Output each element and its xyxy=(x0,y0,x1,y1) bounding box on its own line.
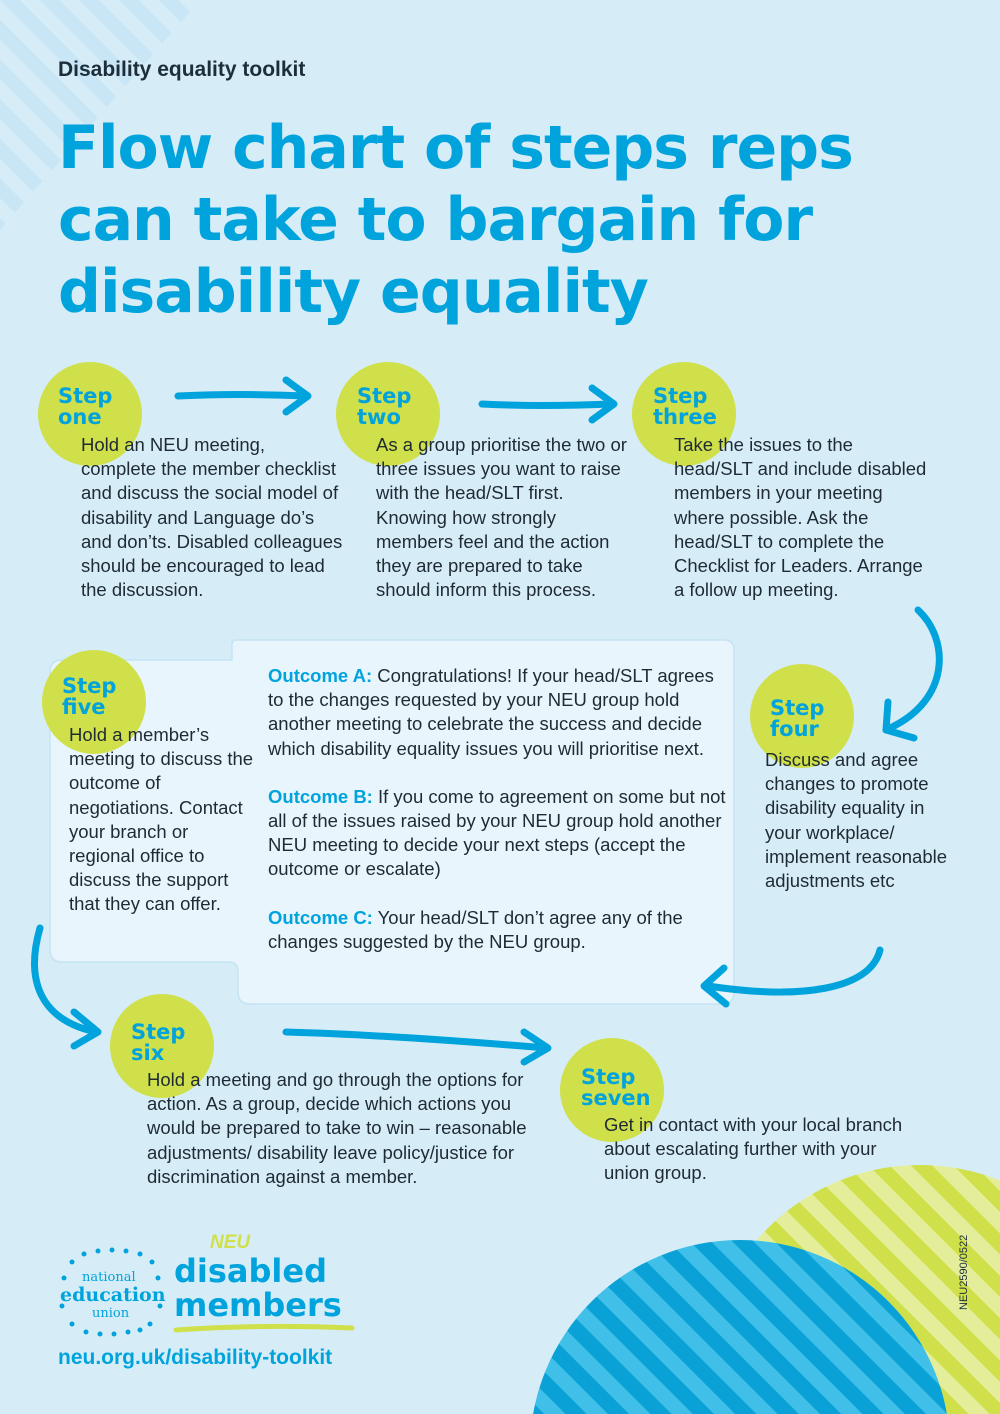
reference-code: NEU2590/0522 xyxy=(958,1234,970,1310)
outcome-b: Outcome B: If you come to agreement on some but not all of the issues raised by your NEU group hold another NEU meeting to decide your next steps (accept the outcome or escalate) xyxy=(268,785,726,880)
step-six-label: Step six xyxy=(131,1020,186,1065)
neu-logo xyxy=(60,1248,166,1336)
step-five-text: Hold a member’s meeting to discuss the outcome of negotiations. Contact your branch or regional office to discuss the support that they can offer. xyxy=(69,724,254,915)
arrow-three-to-four xyxy=(890,610,939,728)
outcome-a: Outcome A: Congratulations! If your head/SLT agrees to the changes requested by your NEU group hold another meeting to celebrate the success and decide which disability equality issues you will prioritise next. xyxy=(268,665,714,759)
step-seven-text: Get in contact with your local branch about escalating further with your union group. xyxy=(604,1114,903,1184)
footer-url-link[interactable]: neu.org.uk/disability-toolkit xyxy=(58,1346,333,1369)
neu-logo-line1: national xyxy=(82,1270,136,1285)
arrow-one-to-two xyxy=(178,395,306,397)
step-one-label: Step one xyxy=(58,384,113,429)
arrow-five-to-six xyxy=(35,928,96,1032)
step-two-label: Step two xyxy=(357,384,412,429)
step-three-text: Take the issues to the head/SLT and include disabled members in your meeting where possible. Ask the head/SLT to complete the Checklist for Leaders. Arrange a follow up meeting. xyxy=(674,434,927,601)
step-one-text: Hold an NEU meeting, complete the member checklist and discuss the social model of disability and Language do’s and don’ts. Disabled colleagues should be encouraged to lead the discussion. xyxy=(81,434,343,601)
step-three-label: Step three xyxy=(653,384,717,429)
step-two-text: As a group prioritise the two or three issues you want to raise with the head/SLT first. Knowing how strongly members feel and the action they are prepared to take should inform this process. xyxy=(376,434,627,601)
brand-neu-small: NEU xyxy=(210,1232,251,1253)
arrow-six-to-seven xyxy=(286,1032,546,1048)
step-seven-label: Step seven xyxy=(581,1065,651,1110)
step-six-text: Hold a meeting and go through the options for action. As a group, decide which actions you would be prepared to take to win – reasonable adjustments/ disability leave policy/justice for discrimination against a member. xyxy=(147,1069,527,1187)
brand-members: members xyxy=(174,1286,342,1324)
neu-logo-line3: union xyxy=(92,1306,130,1321)
arrow-four-to-outcomes xyxy=(708,950,880,992)
step-four-text: Discuss and agree changes to promote disability equality in your workplace/ implement reasonable adjustments etc xyxy=(765,749,948,892)
outcomes-list xyxy=(268,664,728,978)
neu-logo-line2: education xyxy=(60,1284,166,1306)
brand-underline xyxy=(174,1324,354,1334)
outcome-c: Outcome C: Your head/SLT don’t agree any of the changes suggested by the NEU group. xyxy=(268,906,683,952)
arrow-two-to-three xyxy=(482,404,612,406)
toolkit-kicker: Disability equality toolkit xyxy=(58,58,306,81)
step-four-label: Step four xyxy=(770,696,825,741)
page-title: Flow chart of steps reps can take to bargain for disability equality xyxy=(58,113,853,327)
step-five-label: Step five xyxy=(62,674,117,719)
brand-disabled: disabled xyxy=(174,1252,327,1290)
